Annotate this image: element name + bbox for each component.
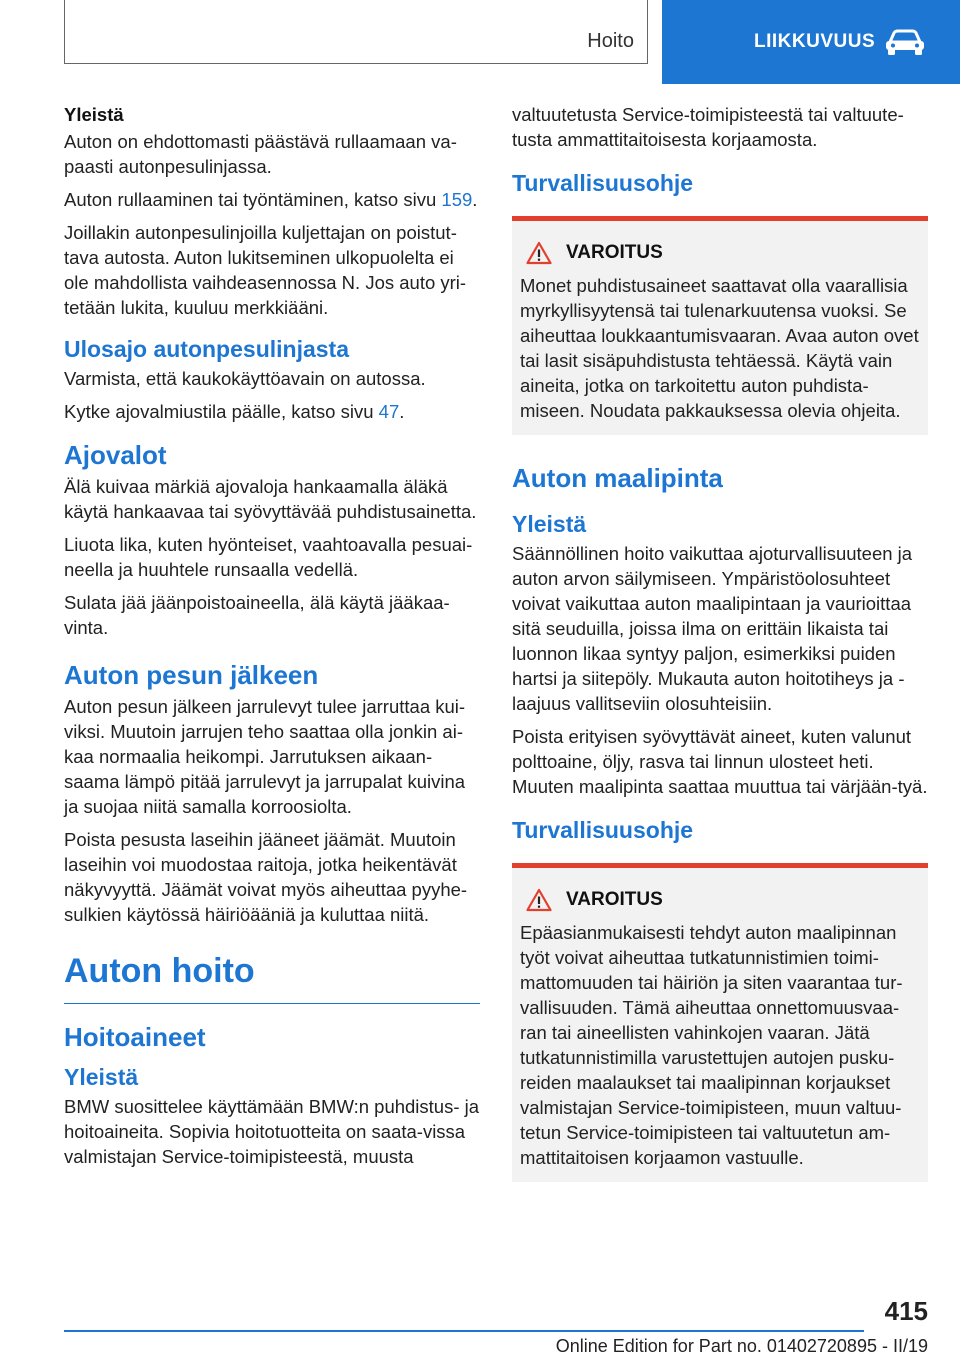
page-link-47[interactable]: 47 <box>378 401 400 422</box>
footer-divider <box>64 1330 864 1332</box>
chapter-tab-label: LIIKKUVUUS <box>754 31 876 52</box>
warning-text: Monet puhdistusaineet saattavat olla vaarallisia myrkyllisyytensä tai tulenarkuutensa vuoksi. Se aiheuttaa loukkaantumisvaaran. Avaa auton ovet tai lasit sisäpuhdistusta tehtäessä. Käytä vain aineita, jotka on tarkoitettu auton puhdista-miseen. Noudata pakkauksessa olevia ohjeita. <box>520 275 919 421</box>
paragraph-with-link <box>64 399 480 424</box>
page-number: 415 <box>884 1296 928 1326</box>
warning-text: Epäasianmukaisesti tehdyt auton maalipinnan työt voivat aiheuttaa tutkatunnistimien toimi-mattomuuden tai häiriön ja siten vaarantaa tur-vallisuuden. Tämä aiheuttaa onnettomuusvaa-ran tai aineellisten vahinkojen vaaran. Jätä tutkatunnistimilla varustettujen autojen pusku-reiden maalaukset tai maalipinnan korjaukset valmistajan Service-toimipisteen, muun valtuu-tetun Service-toimipisteen tai valtuutetun am-mattitaitoisen korjaamon vastuulle. <box>520 922 903 1168</box>
paragraph-end: . <box>399 401 405 422</box>
car-icon <box>884 28 926 56</box>
heading-general-2: Yleistä <box>64 1064 139 1090</box>
paragraph: Sulata jää jäänpoistoaineella, älä käytä jääkaa-vinta. <box>64 592 450 638</box>
paragraph: Liuota lika, kuten hyönteiset, vaahtoavalla pesuai-neella ja huuhtele runsaalla vedellä. <box>64 534 473 580</box>
warning-triangle-icon <box>526 241 552 265</box>
paragraph: Poista erityisen syövyttävät aineet, kuten valunut polttoaine, öljy, rasva tai linnun ulosteet heti. Muuten maalipinta saattaa muuttua tai värjään-tyä. <box>512 726 928 797</box>
chapter-tab[interactable] <box>662 0 960 84</box>
paragraph: Varmista, että kaukokäyttöavain on autossa. <box>64 368 426 389</box>
heading-exit-car-wash: Ulosajo autonpesulinjasta <box>64 336 349 362</box>
paragraph: Poista pesusta laseihin jääneet jäämät. Muutoin laseihin voi muodostaa raitoja, jotka heikentävät näkyvyyttä. Jäämät voivat myös aiheuttaa pyyhe-sulkien käytössä häiriöääniä ja kuluttaa niitä. <box>64 829 468 925</box>
heading-care-products: Hoitoaineet <box>64 1022 206 1052</box>
paragraph: Säännöllinen hoito vaikuttaa ajoturvallisuuteen ja auton arvon säilymiseen. Ympäristöolosuhteet voivat vaikuttaa auton maalipintaan ja vaurioittaa sitä seuduilla, joissa ilma on erittäin likaista tai luonnon likaa syntyy paljon, esimerkiksi puiden hartsi ja siitepöly. Mukauta auton hoitotiheys ja -laajuus vallitseviin olosuhteisiin. <box>512 543 913 714</box>
warning-title <box>526 888 920 912</box>
right-column <box>512 102 928 1198</box>
paragraph: Joillakin autonpesulinjoilla kuljettajan on poistut-tava autosta. Auton lukitseminen ulkopuolelta ei ole mahdollista vaihdeasennossa N. Jos auto yri-tetään lukita, kuuluu merkkiääni. <box>64 222 467 318</box>
heading-general-3: Yleistä <box>512 511 587 537</box>
paragraph: BMW suosittelee käyttämään BMW:n puhdistus- ja hoitoaineita. Sopivia hoitotuotteita on saata-vissa valmistajan Service-toimipisteestä, muusta <box>64 1096 480 1167</box>
paragraph-text: Auton rullaaminen tai työntäminen, katso sivu <box>64 189 442 210</box>
paragraph-with-link <box>64 187 480 212</box>
warning-label: VAROITUS <box>566 889 663 910</box>
heading-headlights: Ajovalot <box>64 440 167 470</box>
footer-edition: Online Edition for Part no. 01402720895 - II/19 <box>555 1336 928 1356</box>
paragraph-end: . <box>472 189 478 210</box>
warning-triangle-icon <box>526 888 552 912</box>
warning-box <box>512 863 928 1182</box>
paragraph: Auton pesun jälkeen jarrulevyt tulee jarruttaa kui-viksi. Muutoin jarrujen teho saattaa olla jonkin ai-kaa normaalia heikompi. Jarrutuksen aikaan-saama lämpö pitää jarrulevyt ja jarrupalat kuivina ja suojaa niitä samalla korroosiolta. <box>64 696 466 817</box>
heading-safety-note-2: Turvallisuusohje <box>512 817 694 843</box>
paragraph: valtuutetusta Service-toimipisteestä tai valtuute-tusta ammattitaitoisesta korjaamosta. <box>512 104 904 150</box>
warning-box <box>512 216 928 435</box>
paragraph: Älä kuivaa märkiä ajovaloja hankaamalla äläkä käytä hankaavaa tai syövyttävää puhdistusainetta. <box>64 476 477 522</box>
paragraph-text: Kytke ajovalmiustila päälle, katso sivu <box>64 401 379 422</box>
heading-general: Yleistä <box>64 104 124 125</box>
heading-safety-note: Turvallisuusohje <box>512 170 694 196</box>
page-link-159[interactable]: 159 <box>441 189 473 210</box>
heading-after-washing: Auton pesun jälkeen <box>64 660 319 690</box>
left-column <box>64 102 480 1177</box>
warning-label: VAROITUS <box>566 242 663 263</box>
heading-paintwork: Auton maalipinta <box>512 463 723 493</box>
header-section-title: Hoito <box>587 30 634 52</box>
chapter-heading-car-care: Auton hoito <box>64 949 480 1004</box>
paragraph: Auton on ehdottomasti päästävä rullaamaan va-paasti autonpesulinjassa. <box>64 131 457 177</box>
warning-title <box>526 241 920 265</box>
